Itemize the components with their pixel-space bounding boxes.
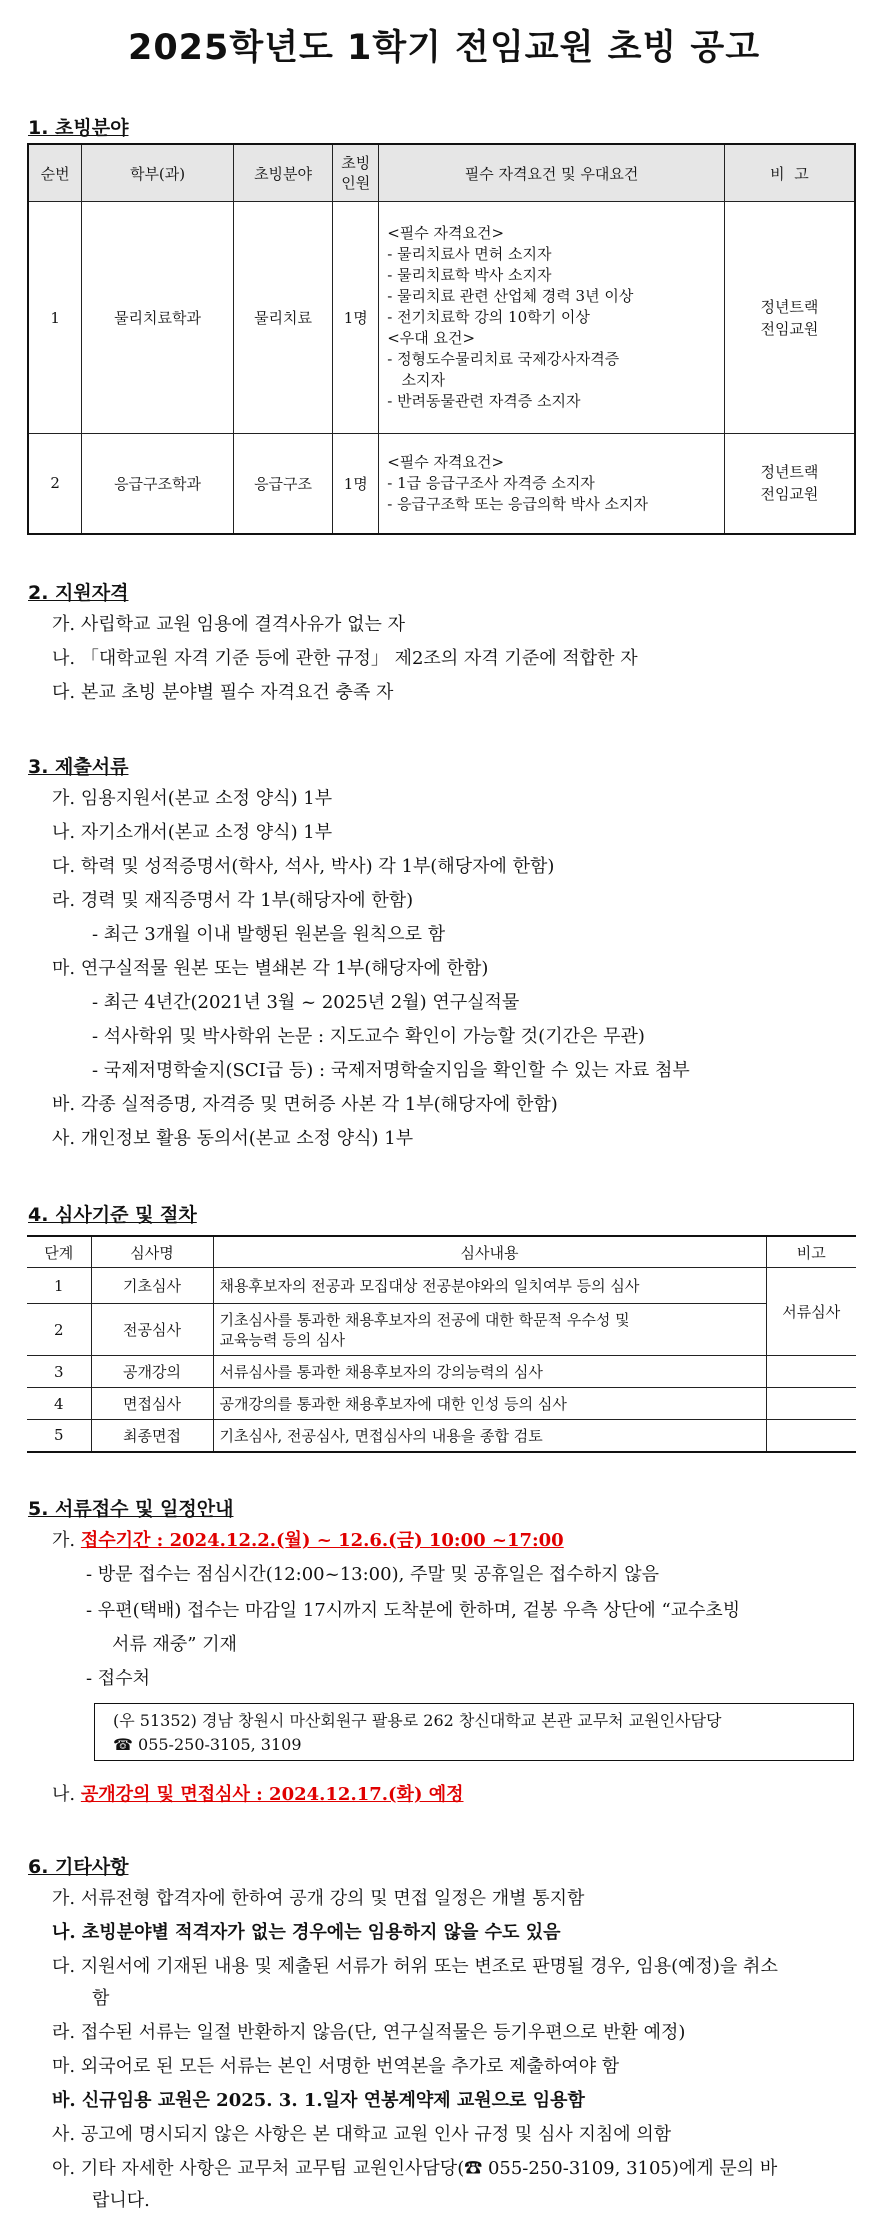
page-title: 2025학년도 1학기 전임교원 초빙 공고: [127, 28, 761, 68]
th-step: 단계: [27, 1236, 91, 1268]
list-item: 아. 기타 자세한 사항은 교무처 교무팀 교원인사담당(☎ 055-250-3109, 3105)에게 문의 바: [52, 2158, 778, 2179]
list-item: 가. 서류전형 합격자에 한하여 공개 강의 및 면접 일정은 개별 통지함: [52, 1888, 585, 1909]
cell-note: 정년트랙 전임교원: [724, 202, 855, 434]
cell-requirements: <필수 자격요건> - 1급 응급구조사 자격증 소지자 - 응급구조학 또는 응급의학 박사 소지자: [379, 434, 725, 534]
cell-dept: 물리치료학과: [82, 202, 233, 434]
list-item: 나. 「대학교원 자격 기준 등에 관한 규정」 제2조의 자격 기준에 적합한 자: [52, 648, 638, 669]
cell-count: 1명: [333, 202, 379, 434]
list-item: 마. 외국어로 된 모든 서류는 본인 서명한 번역본을 추가로 제출하여야 함: [52, 2056, 620, 2077]
list-item: 마. 연구실적물 원본 또는 별쇄본 각 1부(해당자에 한함): [52, 958, 489, 979]
th-dept: 학부(과): [82, 144, 233, 202]
table-row: 5 최종면접 기초심사, 전공심사, 면접심사의 내용을 종합 검토: [27, 1420, 856, 1452]
list-item: - 최근 4년간(2021년 3월 ~ 2025년 2월) 연구실적물: [92, 992, 520, 1013]
table-row: 4 면접심사 공개강의를 통과한 채용후보자에 대한 인성 등의 심사: [27, 1388, 856, 1420]
list-item: 랍니다.: [92, 2190, 150, 2211]
address: (우 51352) 경남 창원시 마산회원구 팔용로 262 창신대학교 본관 교무처 교원인사담당: [113, 1711, 722, 1730]
cell-dept: 응급구조학과: [82, 434, 233, 534]
th-requirements: 필수 자격요건 및 우대요건: [379, 144, 725, 202]
list-item: - 우편(택배) 접수는 마감일 17시까지 도착분에 한하며, 겉봉 우측 상단에 “교수초빙: [86, 1600, 741, 1621]
list-item: 사. 공고에 명시되지 않은 사항은 본 대학교 교원 인사 규정 및 심사 지침에 의함: [52, 2124, 672, 2145]
list-item: 함: [92, 1988, 110, 2009]
list-item: 나. 공개강의 및 면접심사 : 2024.12.17.(화) 예정: [52, 1784, 464, 1805]
list-item: 다. 지원서에 기재된 내용 및 제출된 서류가 허위 또는 변조로 판명될 경우, 임용(예정)을 취소: [52, 1956, 778, 1977]
list-item: 바. 각종 실적증명, 자격증 및 면허증 사본 각 1부(해당자에 한함): [52, 1094, 558, 1115]
table-row: [28, 434, 855, 534]
phone: ☎ 055-250-3105, 3109: [113, 1735, 302, 1754]
table-row: 1 기초심사 채용후보자의 전공과 모집대상 전공분야와의 일치여부 등의 심사 서류심사: [27, 1268, 856, 1304]
list-item: 가. 접수기간 : 2024.12.2.(월) ~ 12.6.(금) 10:00 ~17:00: [52, 1530, 564, 1551]
table-header-row: [28, 144, 855, 202]
table-header-row: [27, 1236, 856, 1268]
th-note: 비고: [766, 1236, 856, 1268]
list-item: - 최근 3개월 이내 발행된 원본을 원칙으로 함: [92, 924, 446, 945]
section-3-title: 3. 제출서류: [28, 756, 129, 778]
th-name: 심사명: [91, 1236, 213, 1268]
list-item: 나. 자기소개서(본교 소정 양식) 1부: [52, 822, 333, 843]
th-note: 비 고: [724, 144, 855, 202]
cell-requirements: <필수 자격요건> - 물리치료사 면허 소지자 - 물리치료학 박사 소지자 - 물리치료 관련 산업체 경력 3년 이상 - 전기치료학 강의 10학기 이상 <우대 요건> - 정형도수물리치료 국제강사자격증 소지자 - 반려동물관련 자격증 소지자: [379, 202, 725, 434]
list-item: 가. 임용지원서(본교 소정 양식) 1부: [52, 788, 333, 809]
list-item: 가. 사립학교 교원 임용에 결격사유가 없는 자: [52, 614, 406, 635]
interview-date: 공개강의 및 면접심사 : 2024.12.17.(화) 예정: [80, 1784, 464, 1805]
section-1-title: 1. 초빙분야: [28, 117, 129, 139]
cell-no: 1: [28, 202, 82, 434]
list-item: 라. 경력 및 재직증명서 각 1부(해당자에 한함): [52, 890, 414, 911]
screening-table: [27, 1235, 856, 1453]
list-item: 사. 개인정보 활용 동의서(본교 소정 양식) 1부: [52, 1128, 414, 1149]
section-4-title: 4. 심사기준 및 절차: [28, 1204, 197, 1226]
table-row: 3 공개강의 서류심사를 통과한 채용후보자의 강의능력의 심사: [27, 1356, 856, 1388]
list-item: 나. 초빙분야별 적격자가 없는 경우에는 임용하지 않을 수도 있음: [52, 1922, 561, 1943]
list-item: - 석사학위 및 박사학위 논문 : 지도교수 확인이 가능할 것(기간은 무관): [92, 1026, 645, 1047]
cell-note: 정년트랙 전임교원: [724, 434, 855, 534]
cell-field: 응급구조: [233, 434, 333, 534]
list-item: - 접수처: [86, 1668, 150, 1689]
section-6-title: 6. 기타사항: [28, 1856, 129, 1878]
section-2-title: 2. 지원자격: [28, 582, 129, 604]
list-item: 서류 재중” 기재: [112, 1634, 237, 1655]
th-field: 초빙분야: [233, 144, 333, 202]
cell-count: 1명: [333, 434, 379, 534]
cell-no: 2: [28, 434, 82, 534]
table-row: [28, 202, 855, 434]
th-count: 초빙 인원: [333, 144, 379, 202]
list-item: 다. 본교 초빙 분야별 필수 자격요건 충족 자: [52, 682, 394, 703]
list-item: - 국제저명학술지(SCI급 등) : 국제저명학술지임을 확인할 수 있는 자료 첨부: [92, 1060, 690, 1081]
address-box: [94, 1703, 854, 1761]
th-no: 순번: [28, 144, 82, 202]
table-row: 2 전공심사 기초심사를 통과한 채용후보자의 전공에 대한 학문적 우수성 및 교육능력 등의 심사: [27, 1304, 856, 1356]
cell-field: 물리치료: [233, 202, 333, 434]
list-item: 바. 신규임용 교원은 2025. 3. 1.일자 연봉계약제 교원으로 임용함: [52, 2090, 585, 2111]
recruitment-table: [27, 143, 856, 535]
list-item: 다. 학력 및 성적증명서(학사, 석사, 박사) 각 1부(해당자에 한함): [52, 856, 555, 877]
list-item: 라. 접수된 서류는 일절 반환하지 않음(단, 연구실적물은 등기우편으로 반환 예정): [52, 2022, 686, 2043]
th-content: 심사내용: [213, 1236, 766, 1268]
cell-note: 서류심사: [766, 1268, 856, 1356]
section-5-title: 5. 서류접수 및 일정안내: [28, 1498, 234, 1520]
application-period: 접수기간 : 2024.12.2.(월) ~ 12.6.(금) 10:00 ~17:00: [80, 1530, 564, 1551]
list-item: - 방문 접수는 점심시간(12:00~13:00), 주말 및 공휴일은 접수하지 않음: [86, 1564, 659, 1585]
